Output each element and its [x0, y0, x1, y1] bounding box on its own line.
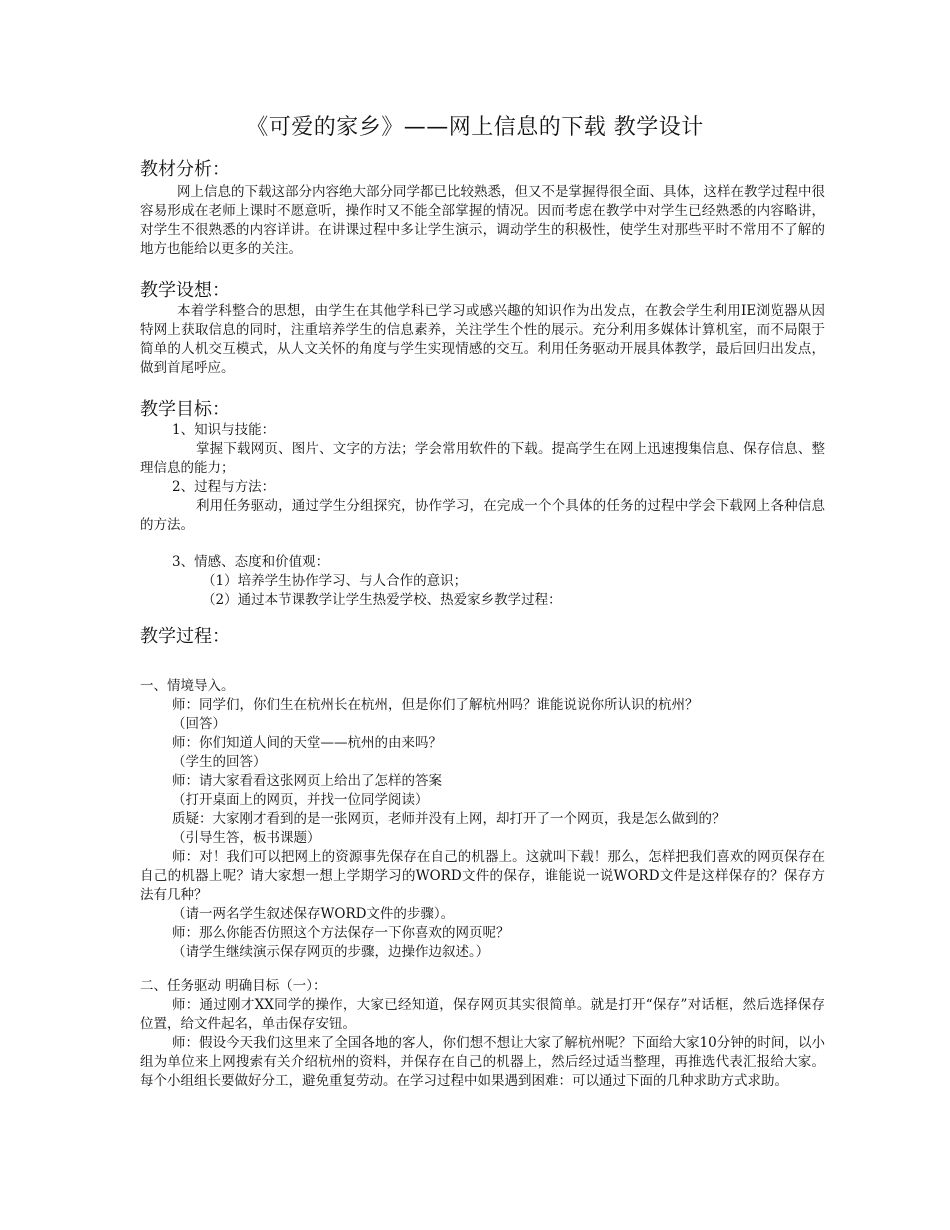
process-heading: 教学过程：: [140, 626, 230, 647]
section-2-paragraph-2: 师：假设今天我们这里来了全国各地的客人，你们想不想让大家了解杭州呢？下面给大家10分钟的时间，以小组为单位来上网搜索有关介绍杭州的资料，并保存在自己的机器上，然后经过适当整理，再推选代表汇报给大家。每个小组组长要做好分工，避免重复劳动。在学习过程中如果遇到困难：可以通过下面的几种求助方式求助。: [140, 1035, 825, 1089]
dialogue-paragraph: 师：对！我们可以把网上的资源事先保存在自己的机器上。这就叫下载！那么，怎样把我们喜欢的网页保存在自己的机器上呢？请大家想一想上学期学习的WORD文件的保存，谁能说一说WORD文件是这样保存的？保存方法有几种？: [140, 849, 825, 903]
analysis-heading: 教材分析：: [140, 159, 230, 180]
section-2-paragraph-1: 师：通过刚才XX同学的操作，大家已经知道，保存网页其实很简单。就是打开“保存”对话框，然后选择保存位置，给文件起名，单击保存安钮。: [140, 997, 825, 1032]
idea-text: 本着学科整合的思想，由学生在其他学科已学习或感兴趣的知识作为出发点，在教会学生利用IE浏览器从因特网上获取信息的同时，注重培养学生的信息素养，关注学生个性的展示。充分利用多媒体计算机室，而不局限于简单的人机交互模式，从人文关怀的角度与学生实现情感的交互。利用任务驱动开展具体教学，最后回归出发点，做到首尾呼应。: [140, 303, 825, 376]
dialogue-line: 师：那么你能否仿照这个方法保存一下你喜欢的网页呢？: [172, 925, 510, 941]
goal-2-title: 2、过程与方法：: [172, 479, 276, 495]
dialogue-line: 师：同学们，你们生在杭州长在杭州，但是你们了解杭州吗？谁能说说你所认识的杭州？: [172, 697, 699, 713]
dialogue-line: （请一两名学生叙述保存WORD文件的步骤）。: [172, 906, 455, 922]
dialogue-line: （引导生答，板书课题）: [172, 830, 321, 846]
goal-3-title: 3、情感、态度和价值观：: [172, 554, 330, 570]
analysis-text: 网上信息的下载这部分内容绝大部分同学都已比较熟悉，但又不是掌握得很全面、具体，这样在教学过程中很容易形成在老师上课时不愿意听，操作时又不能全部掌握的情况。因而考虑在教学中对学生已经熟悉的内容略讲，对学生不很熟悉的内容详讲。在讲课过程中多让学生演示，调动学生的积极性，使学生对那些平时不常用不了解的地方也能给以更多的关注。: [140, 184, 825, 257]
dialogue-line: 质疑：大家刚才看到的是一张网页，老师并没有上网，却打开了一个网页，我是怎么做到的？: [172, 811, 726, 827]
goal-1-text: 掌握下载网页、图片、文字的方法；学会常用软件的下载。提高学生在网上迅速搜集信息、保存信息、整理信息的能力；: [140, 441, 825, 476]
section-1-title: 一、情境导入。: [140, 678, 235, 694]
dialogue-line: （请学生继续演示保存网页的步骤，边操作边叙述。）: [172, 944, 490, 960]
dialogue-line: 师：你们知道人间的天堂——杭州的由来吗？: [172, 735, 442, 751]
idea-heading: 教学设想：: [140, 280, 230, 301]
goals-heading: 教学目标：: [140, 399, 230, 420]
dialogue-line: （回答）: [172, 716, 226, 732]
goal-3-item-b: （2）通过本节课教学让学生热爱学校、热爱家乡教学过程：: [202, 592, 562, 608]
dialogue-line: （打开桌面上的网页，并找一位同学阅读）: [172, 792, 429, 808]
goal-3-item-a: （1）培养学生协作学习、与人合作的意识；: [202, 573, 468, 589]
dialogue-line: （学生的回答）: [172, 754, 267, 770]
goal-2-text: 利用任务驱动，通过学生分组探究，协作学习，在完成一个个具体的任务的过程中学会下载网上各种信息的方法。: [140, 498, 825, 533]
section-2-title: 二、任务驱动 明确目标（一）：: [140, 978, 327, 994]
dialogue-line: 师：请大家看看这张网页上给出了怎样的答案: [172, 773, 442, 789]
goal-1-title: 1、知识与技能：: [172, 422, 276, 438]
document-title: 《可爱的家乡》——网上信息的下载 教学设计: [246, 115, 704, 140]
